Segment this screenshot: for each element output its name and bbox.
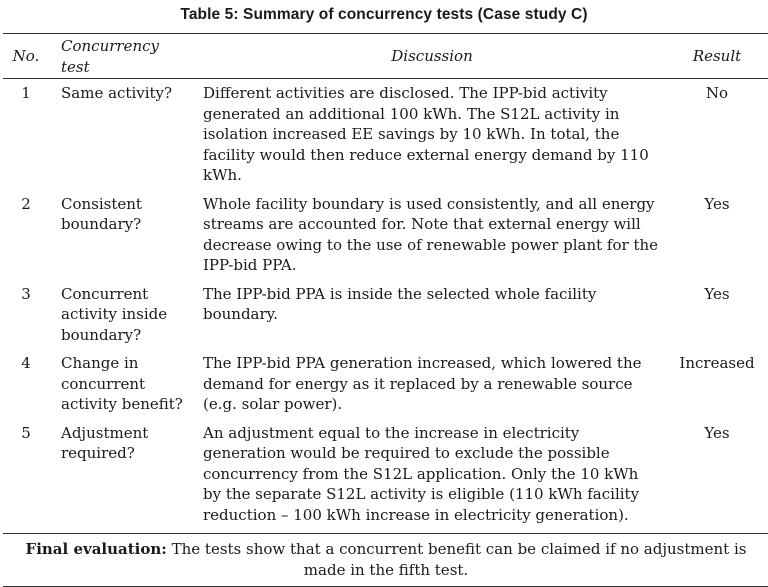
row-number: 3 (21, 284, 31, 303)
table-row (3, 423, 768, 534)
row-test: Consistent boundary? (61, 194, 142, 233)
row-test: Adjustment required? (61, 423, 149, 462)
row-result: Yes (704, 423, 730, 442)
row-result: Yes (704, 194, 730, 213)
row-discussion: The IPP-bid PPA is inside the selected whole facility boundary. (203, 284, 597, 323)
table-caption: Table 5: Summary of concurrency tests (Case study C) (180, 6, 588, 23)
row-result: Yes (704, 284, 730, 303)
table-row (3, 194, 768, 284)
concurrency-tests-table (3, 33, 768, 587)
row-test: Concurrent activity inside boundary? (61, 284, 168, 344)
table-row (3, 79, 768, 194)
final-evaluation-text: The tests show that a concurrent benefit can be claimed if no adjustment is made in the fifth test. (171, 540, 747, 579)
row-discussion: The IPP-bid PPA generation increased, which lowered the demand for energy as it replaced by a renewable source (e.g. solar power). (203, 354, 642, 413)
row-result: Increased (679, 354, 755, 372)
row-discussion: An adjustment equal to the increase in electricity generation would be required to exclude the possible concurrency from the S12L application. Only the 10 kWh by the separate S12L activity is eligible (110 kWh facility reduction – 100 kWh increase in electricity generation). (203, 423, 640, 524)
table-row (3, 353, 768, 423)
row-number: 4 (21, 354, 31, 372)
row-discussion: Whole facility boundary is used consistently, and all energy streams are accounted for. Note that external energy will decrease owing to the use of renewable power plant for the IPP-bid PPA. (203, 194, 659, 274)
final-evaluation-row (3, 534, 768, 587)
table-header-row (3, 34, 768, 79)
row-result: No (705, 84, 729, 102)
row-test: Change in concurrent activity benefit? (61, 354, 183, 413)
header-result: Result (665, 34, 768, 79)
row-number: 2 (21, 194, 31, 213)
final-evaluation (3, 534, 768, 587)
row-discussion: Different activities are disclosed. The IPP-bid activity generated an additional 100 kWh. The S12L activity in isolation increased EE savings by 10 kWh. In total, the facility would then reduce external energy demand by 110 kWh. (203, 84, 649, 184)
table-row (3, 284, 768, 354)
row-number: 5 (21, 423, 31, 442)
row-number: 1 (21, 84, 31, 102)
header-discussion: Discussion (189, 34, 665, 79)
header-no: No. (3, 34, 49, 79)
row-test: Same activity? (61, 84, 173, 102)
header-concurrency-test: Concurrency test (49, 34, 189, 79)
final-evaluation-label: Final evaluation: (25, 540, 167, 558)
